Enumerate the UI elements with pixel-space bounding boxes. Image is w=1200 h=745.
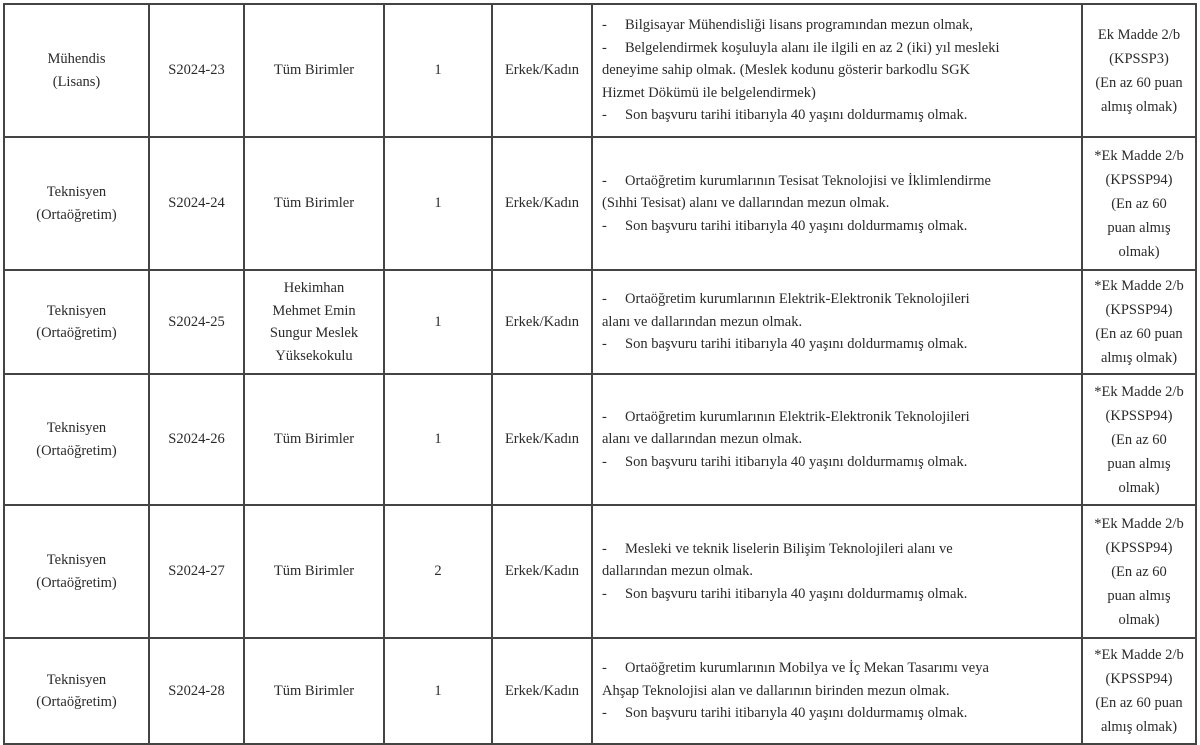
requirement-line xyxy=(602,538,1075,561)
table-row xyxy=(4,638,1196,744)
count-cell-text: 2 xyxy=(434,563,442,580)
score-type-cell xyxy=(1082,270,1196,374)
position-code-cell-text: S2024-25 xyxy=(168,313,225,330)
score-type-cell-line: (KPSSP94) xyxy=(1105,539,1173,556)
requirement-text: Hizmet Dökümü ile belgelendirmek) xyxy=(602,84,816,101)
requirement-text: Son başvuru tarihi itibarıyla 40 yaşını doldurmamış olmak. xyxy=(625,585,968,602)
count-cell-text: 1 xyxy=(434,62,442,79)
unit-cell xyxy=(244,638,384,744)
requirement-text: alanı ve dallarından mezun olmak. xyxy=(602,313,803,330)
score-type-cell-line: (KPSSP94) xyxy=(1105,302,1173,318)
count-cell-text: 1 xyxy=(434,313,442,330)
unit-cell xyxy=(244,4,384,137)
position-code-cell xyxy=(149,505,244,638)
score-type-cell-line: puan almış xyxy=(1107,587,1171,604)
score-type-cell-line: (KPSSP94) xyxy=(1105,171,1173,188)
requirement-text: Son başvuru tarihi itibarıyla 40 yaşını doldurmamış olmak. xyxy=(625,336,968,353)
position-code-cell-text: S2024-26 xyxy=(168,431,225,448)
table-row xyxy=(4,374,1196,505)
position-title-cell xyxy=(4,638,149,744)
count-cell-text: 1 xyxy=(434,431,442,448)
requirement-line xyxy=(602,104,1075,127)
count-cell xyxy=(384,374,492,505)
dash-bullet-icon: - xyxy=(602,217,607,234)
score-type-cell-line: *Ek Madde 2/b xyxy=(1094,278,1184,294)
requirement-line xyxy=(602,560,1075,583)
position-code-cell-text: S2024-24 xyxy=(168,195,225,212)
requirement-text: deneyime sahip olmak. (Meslek kodunu gösterir barkodlu SGK xyxy=(602,62,971,79)
requirements-cell xyxy=(592,270,1082,374)
gender-cell xyxy=(492,137,592,270)
requirement-text: Ortaöğretim kurumlarının Elektrik-Elektronik Teknolojileri xyxy=(625,291,970,308)
score-type-cell-line: *Ek Madde 2/b xyxy=(1094,147,1184,164)
score-type-cell-line: *Ek Madde 2/b xyxy=(1094,647,1184,663)
requirement-line xyxy=(602,82,1075,105)
position-title-cell-line: Teknisyen xyxy=(46,420,107,436)
unit-cell-line: Hekimhan xyxy=(283,280,345,296)
position-title-cell xyxy=(4,374,149,505)
table-row xyxy=(4,137,1196,270)
gender-cell xyxy=(492,4,592,137)
position-title-cell-line: Teknisyen xyxy=(46,671,107,688)
score-type-cell xyxy=(1082,374,1196,505)
table-row xyxy=(4,270,1196,374)
position-code-cell-text: S2024-27 xyxy=(168,563,225,580)
position-title-cell-line: Mühendis xyxy=(47,51,106,67)
positions-table xyxy=(3,3,1197,745)
score-type-cell-line: (En az 60 xyxy=(1111,431,1167,448)
score-type-cell-line: (En az 60 puan xyxy=(1095,326,1183,342)
score-type-cell-line: olmak) xyxy=(1118,243,1160,260)
count-cell xyxy=(384,270,492,374)
count-cell xyxy=(384,137,492,270)
score-type-cell xyxy=(1082,638,1196,744)
unit-cell-line: Mehmet Emin xyxy=(272,302,356,319)
requirements-cell xyxy=(592,638,1082,744)
gender-cell xyxy=(492,270,592,374)
requirements-cell xyxy=(592,4,1082,137)
requirement-line xyxy=(602,37,1075,60)
unit-cell-line: Tüm Birimler xyxy=(273,682,355,699)
requirement-line xyxy=(602,702,1075,725)
requirement-line xyxy=(602,215,1075,238)
unit-cell xyxy=(244,137,384,270)
position-title-cell-line: (Lisans) xyxy=(52,73,101,90)
position-title-cell-line: Teknisyen xyxy=(46,552,107,568)
requirement-line xyxy=(602,170,1075,193)
score-type-cell-line: (En az 60 puan xyxy=(1095,74,1183,91)
dash-bullet-icon: - xyxy=(602,291,607,308)
dash-bullet-icon: - xyxy=(602,660,607,677)
requirement-text: Ortaöğretim kurumlarının Mobilya ve İç Mekan Tasarımı veya xyxy=(625,660,989,677)
unit-cell-line: Yüksekokulu xyxy=(275,347,353,364)
requirement-line xyxy=(602,428,1075,451)
unit-cell-line: Tüm Birimler xyxy=(273,195,355,212)
requirement-text: Ahşap Teknolojisi alan ve dallarının birinden mezun olmak. xyxy=(602,682,950,699)
position-title-cell xyxy=(4,4,149,137)
requirement-text: Ortaöğretim kurumlarının Tesisat Teknolojisi ve İklimlendirme xyxy=(625,172,991,189)
gender-cell xyxy=(492,505,592,638)
dash-bullet-icon: - xyxy=(602,107,607,124)
score-type-cell-line: (KPSSP3) xyxy=(1109,50,1169,67)
score-type-cell xyxy=(1082,505,1196,638)
unit-cell xyxy=(244,374,384,505)
position-code-cell xyxy=(149,374,244,505)
score-type-cell-line: olmak) xyxy=(1118,479,1160,496)
gender-cell-text: Erkek/Kadın xyxy=(504,563,580,580)
requirement-line xyxy=(602,680,1075,703)
requirement-text: alanı ve dallarından mezun olmak. xyxy=(602,431,803,448)
count-cell xyxy=(384,638,492,744)
position-title-cell-line: Teknisyen xyxy=(46,302,107,319)
score-type-cell-line: puan almış xyxy=(1107,219,1171,236)
position-title-cell-line: (Ortaöğretim) xyxy=(36,325,117,341)
score-type-cell xyxy=(1082,4,1196,137)
requirement-text: Mesleki ve teknik liselerin Bilişim Teknolojileri alanı ve xyxy=(625,540,953,557)
gender-cell-text: Erkek/Kadın xyxy=(504,431,580,448)
requirement-line xyxy=(602,59,1075,82)
count-cell-text: 1 xyxy=(434,682,442,699)
count-cell xyxy=(384,4,492,137)
requirements-cell xyxy=(592,505,1082,638)
dash-bullet-icon: - xyxy=(602,336,607,353)
requirement-text: Son başvuru tarihi itibarıyla 40 yaşını doldurmamış olmak. xyxy=(625,705,968,722)
requirement-line xyxy=(602,311,1075,334)
requirement-line xyxy=(602,333,1075,356)
gender-cell-text: Erkek/Kadın xyxy=(504,682,580,699)
position-code-cell xyxy=(149,137,244,270)
unit-cell-line: Sungur Meslek xyxy=(269,325,359,341)
requirement-line xyxy=(602,657,1075,680)
count-cell xyxy=(384,505,492,638)
score-type-cell-line: Ek Madde 2/b xyxy=(1097,26,1181,43)
requirement-line xyxy=(602,406,1075,429)
requirement-text: Belgelendirmek koşuluyla alanı ile ilgili en az 2 (iki) yıl mesleki xyxy=(625,39,1000,56)
unit-cell xyxy=(244,270,384,374)
requirement-text: Bilgisayar Mühendisliği lisans programından mezun olmak, xyxy=(625,17,973,34)
gender-cell-text: Erkek/Kadın xyxy=(504,62,580,79)
requirements-cell xyxy=(592,137,1082,270)
table-row xyxy=(4,4,1196,137)
position-title-cell xyxy=(4,137,149,270)
score-type-cell-line: (KPSSP94) xyxy=(1105,407,1173,424)
position-code-cell xyxy=(149,4,244,137)
position-code-cell xyxy=(149,270,244,374)
dash-bullet-icon: - xyxy=(602,39,607,56)
position-title-cell-line: Teknisyen xyxy=(46,184,107,200)
score-type-cell-line: *Ek Madde 2/b xyxy=(1094,515,1184,532)
position-code-cell xyxy=(149,638,244,744)
unit-cell xyxy=(244,505,384,638)
requirement-line xyxy=(602,288,1075,311)
score-type-cell xyxy=(1082,137,1196,270)
score-type-cell-line: (KPSSP94) xyxy=(1105,671,1173,687)
unit-cell-line: Tüm Birimler xyxy=(273,563,355,580)
score-type-cell-line: almış olmak) xyxy=(1100,719,1178,735)
dash-bullet-icon: - xyxy=(602,540,607,557)
score-type-cell-line: almış olmak) xyxy=(1100,350,1178,366)
requirement-text: Son başvuru tarihi itibarıyla 40 yaşını doldurmamış olmak. xyxy=(625,453,968,470)
requirement-text: Son başvuru tarihi itibarıyla 40 yaşını doldurmamış olmak. xyxy=(625,217,968,234)
position-code-cell-text: S2024-23 xyxy=(168,62,225,79)
requirement-text: (Sıhhi Tesisat) alanı ve dallarından mezun olmak. xyxy=(602,195,890,212)
position-title-cell-line: (Ortaöğretim) xyxy=(36,694,117,710)
position-title-cell xyxy=(4,505,149,638)
table-row xyxy=(4,505,1196,638)
requirement-text: Son başvuru tarihi itibarıyla 40 yaşını doldurmamış olmak. xyxy=(625,107,968,124)
position-code-cell-text: S2024-28 xyxy=(168,682,225,699)
dash-bullet-icon: - xyxy=(602,585,607,602)
requirement-text: Ortaöğretim kurumlarının Elektrik-Elektronik Teknolojileri xyxy=(625,408,970,425)
position-title-cell-line: (Ortaöğretim) xyxy=(36,574,117,591)
requirement-line xyxy=(602,583,1075,606)
requirement-line xyxy=(602,192,1075,215)
score-type-cell-line: (En az 60 puan xyxy=(1095,695,1183,711)
dash-bullet-icon: - xyxy=(602,705,607,722)
position-title-cell-line: (Ortaöğretim) xyxy=(36,206,117,223)
dash-bullet-icon: - xyxy=(602,172,607,189)
unit-cell-line: Tüm Birimler xyxy=(273,62,355,79)
gender-cell-text: Erkek/Kadın xyxy=(504,313,580,330)
score-type-cell-line: olmak) xyxy=(1118,611,1160,628)
gender-cell xyxy=(492,638,592,744)
requirements-cell xyxy=(592,374,1082,505)
position-title-cell xyxy=(4,270,149,374)
score-type-cell-line: (En az 60 xyxy=(1111,195,1167,212)
unit-cell-line: Tüm Birimler xyxy=(273,431,355,448)
requirement-line xyxy=(602,451,1075,474)
requirement-line xyxy=(602,14,1075,37)
position-title-cell-line: (Ortaöğretim) xyxy=(36,442,117,459)
gender-cell xyxy=(492,374,592,505)
score-type-cell-line: puan almış xyxy=(1107,455,1171,472)
gender-cell-text: Erkek/Kadın xyxy=(504,195,580,212)
dash-bullet-icon: - xyxy=(602,408,607,425)
score-type-cell-line: *Ek Madde 2/b xyxy=(1094,383,1184,400)
score-type-cell-line: (En az 60 xyxy=(1111,563,1167,580)
score-type-cell-line: almış olmak) xyxy=(1100,98,1178,115)
count-cell-text: 1 xyxy=(434,195,442,212)
dash-bullet-icon: - xyxy=(602,17,607,34)
requirement-text: dallarından mezun olmak. xyxy=(602,563,753,580)
dash-bullet-icon: - xyxy=(602,453,607,470)
